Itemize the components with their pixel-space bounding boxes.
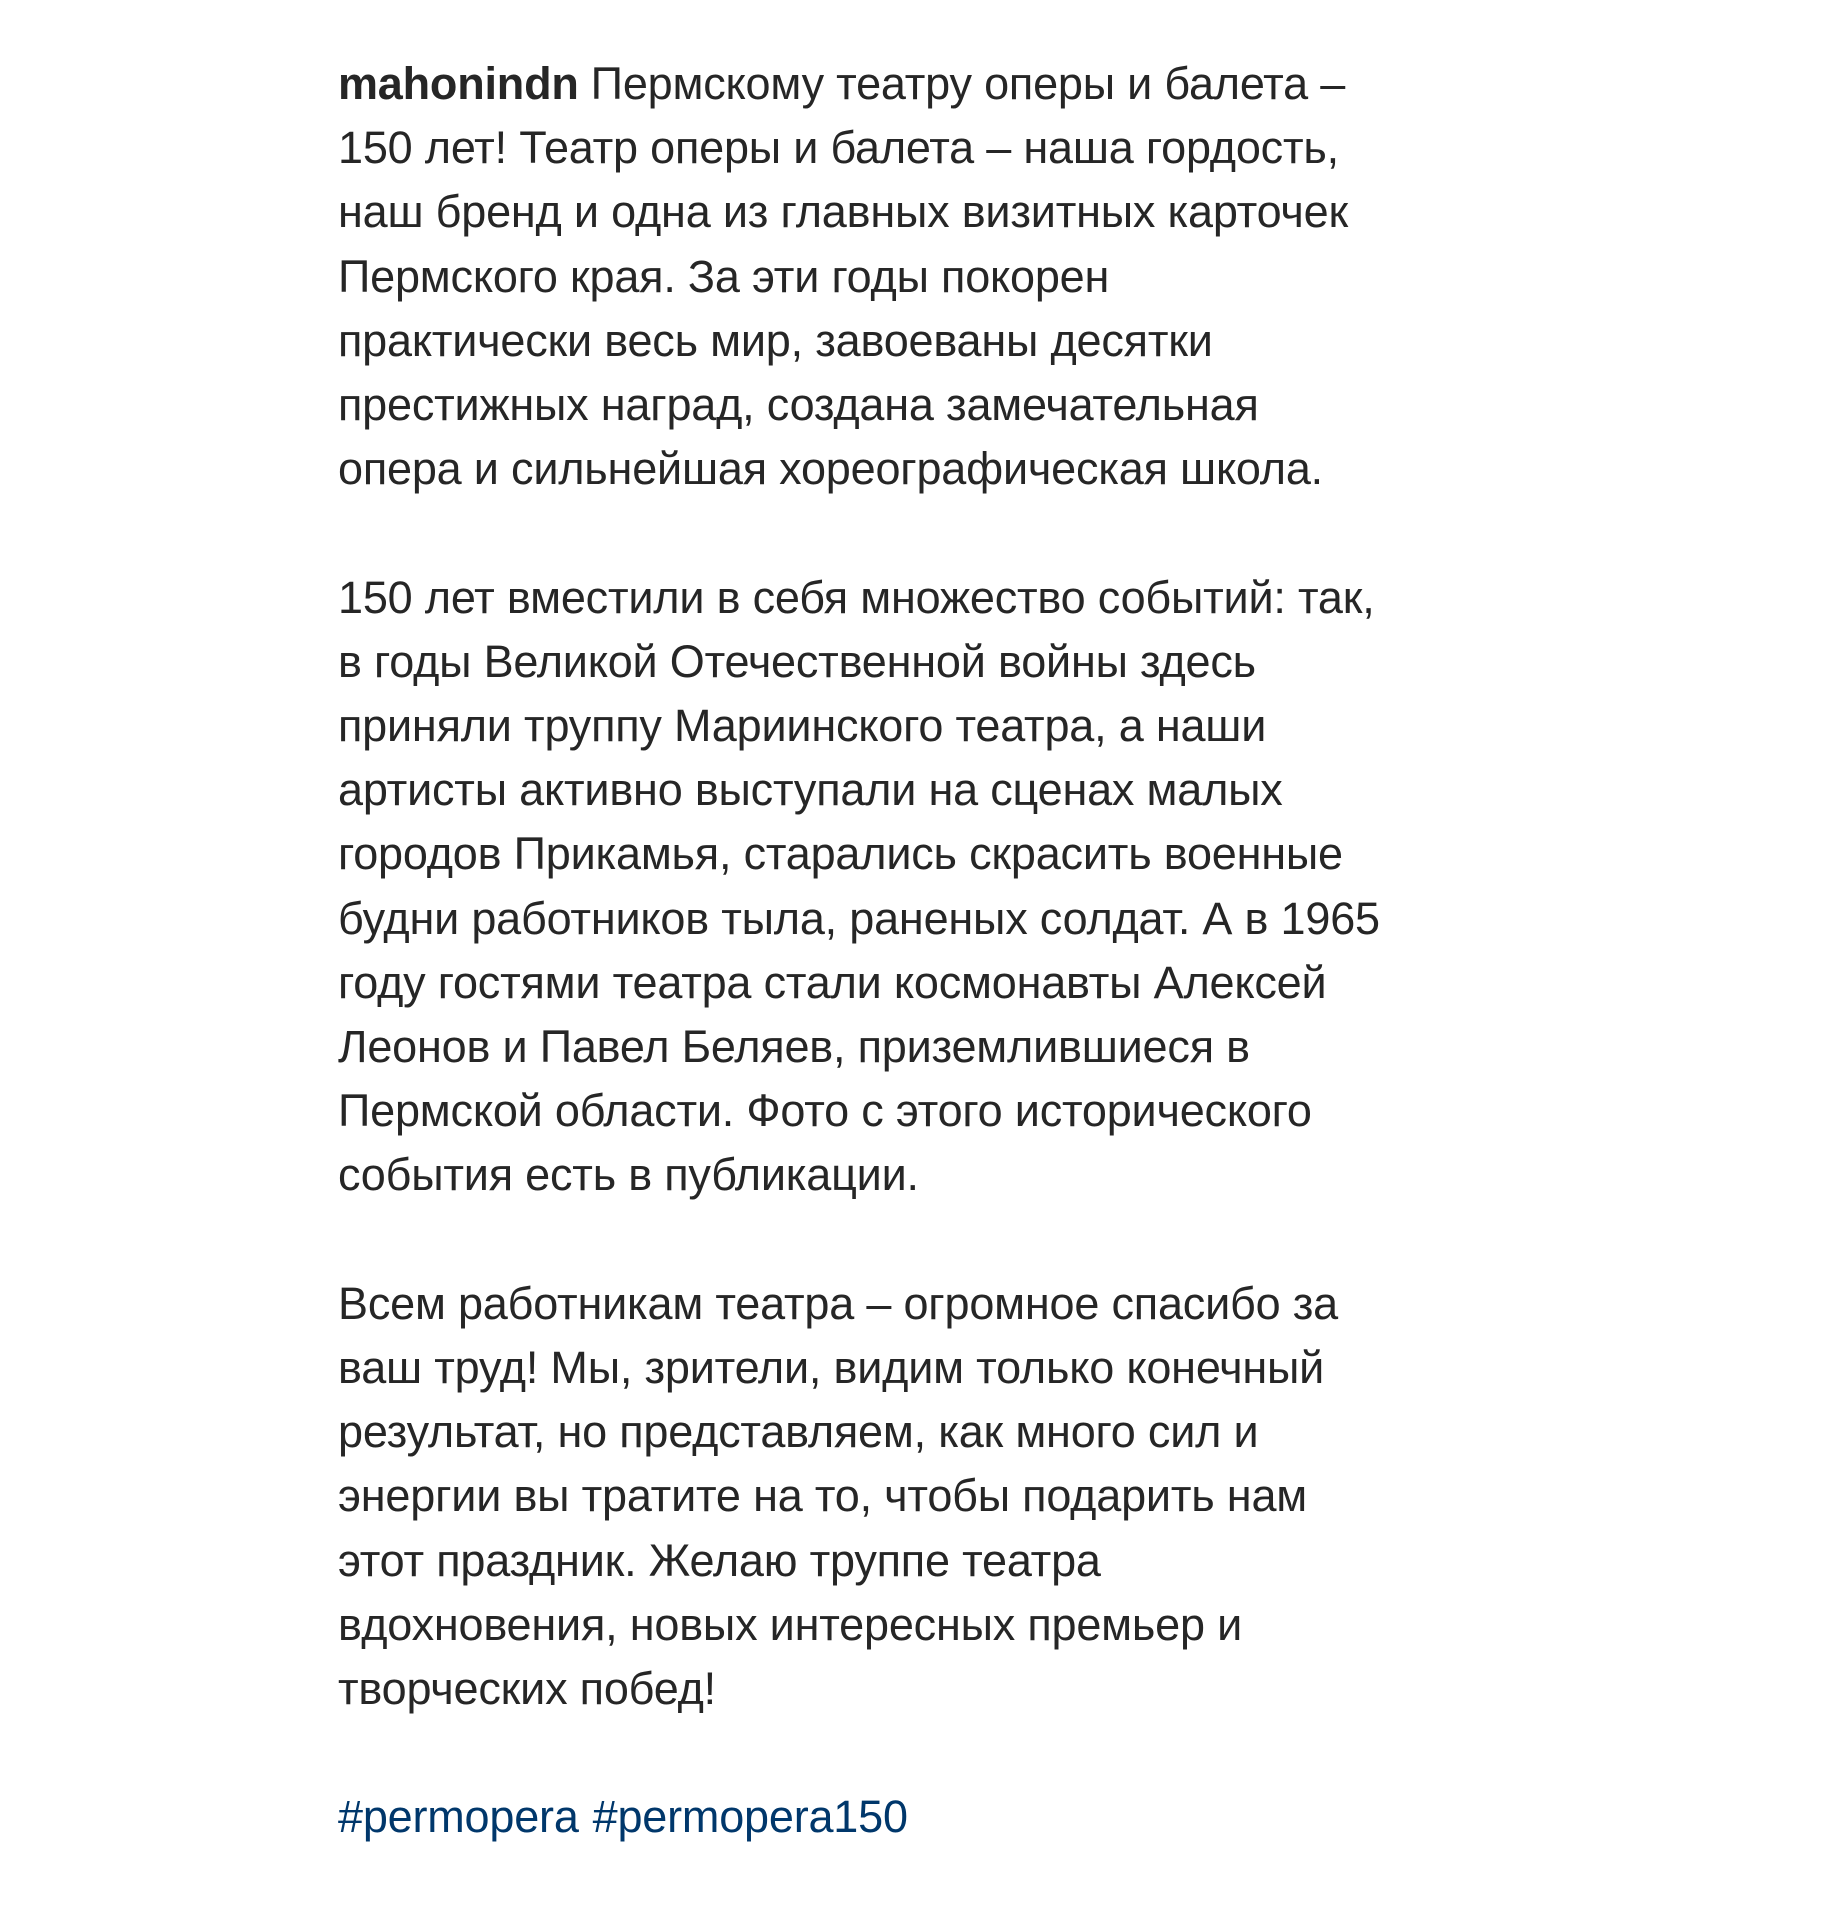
caption-line [338,52,1538,116]
caption-line: престижных наград, создана замечательная [338,379,1259,431]
caption-line: практически весь мир, завоеваны десятки [338,314,1213,366]
caption-line: Леонов и Павел Беляев, приземлившиеся в [338,1021,1250,1073]
caption-text: Пермскому театру оперы и балета – [590,58,1346,109]
caption-line: результат, но представляем, как много сил и [338,1406,1259,1458]
caption-line: этот праздник. Желаю труппе театра [338,1534,1101,1586]
hashtag-link[interactable]: #permopera150 [592,1791,908,1843]
caption-line: наш бренд и одна из главных визитных карточек [338,186,1348,238]
post-caption [338,52,1538,1850]
caption-line: творческих побед! [338,1663,716,1715]
caption-paragraph-2 [338,566,1538,1208]
caption-line: Всем работникам театра – огромное спасибо за [338,1277,1338,1329]
paragraph-spacer [338,1208,1538,1272]
caption-line: вдохновения, новых интересных премьер и [338,1598,1243,1650]
caption-line: 150 лет вместили в себя множество событий: так, [338,571,1375,623]
caption-line: события есть в публикации. [338,1149,919,1201]
caption-paragraph-3 [338,1272,1538,1721]
paragraph-spacer [338,501,1538,565]
caption-line: опера и сильнейшая хореографическая школа. [338,443,1323,495]
caption-line: Пермского края. За эти годы покорен [338,250,1110,302]
caption-line: энергии вы тратите на то, чтобы подарить нам [338,1470,1308,1522]
caption-line: Пермской области. Фото с этого исторического [338,1085,1312,1137]
paragraph-spacer [338,1721,1538,1785]
hashtag-link[interactable]: #permopera [338,1791,579,1843]
caption-line: городов Прикамья, старались скрасить военные [338,828,1343,880]
caption-line: в годы Великой Отечественной войны здесь [338,635,1256,687]
caption-line: будни работников тыла, раненых солдат. А в 1965 [338,892,1380,944]
caption-paragraph-1 [338,52,1538,501]
caption-line: приняли труппу Мариинского театра, а наши [338,700,1267,752]
caption-line: году гостями театра стали космонавты Алексей [338,956,1327,1008]
hashtag-list [338,1785,1538,1849]
caption-line: 150 лет! Театр оперы и балета – наша гордость, [338,122,1339,174]
username-link[interactable]: mahonindn [338,58,579,109]
caption-line: ваш труд! Мы, зрители, видим только конечный [338,1342,1325,1394]
hashtag-line [338,1785,1538,1849]
caption-line: артисты активно выступали на сценах малых [338,764,1283,816]
